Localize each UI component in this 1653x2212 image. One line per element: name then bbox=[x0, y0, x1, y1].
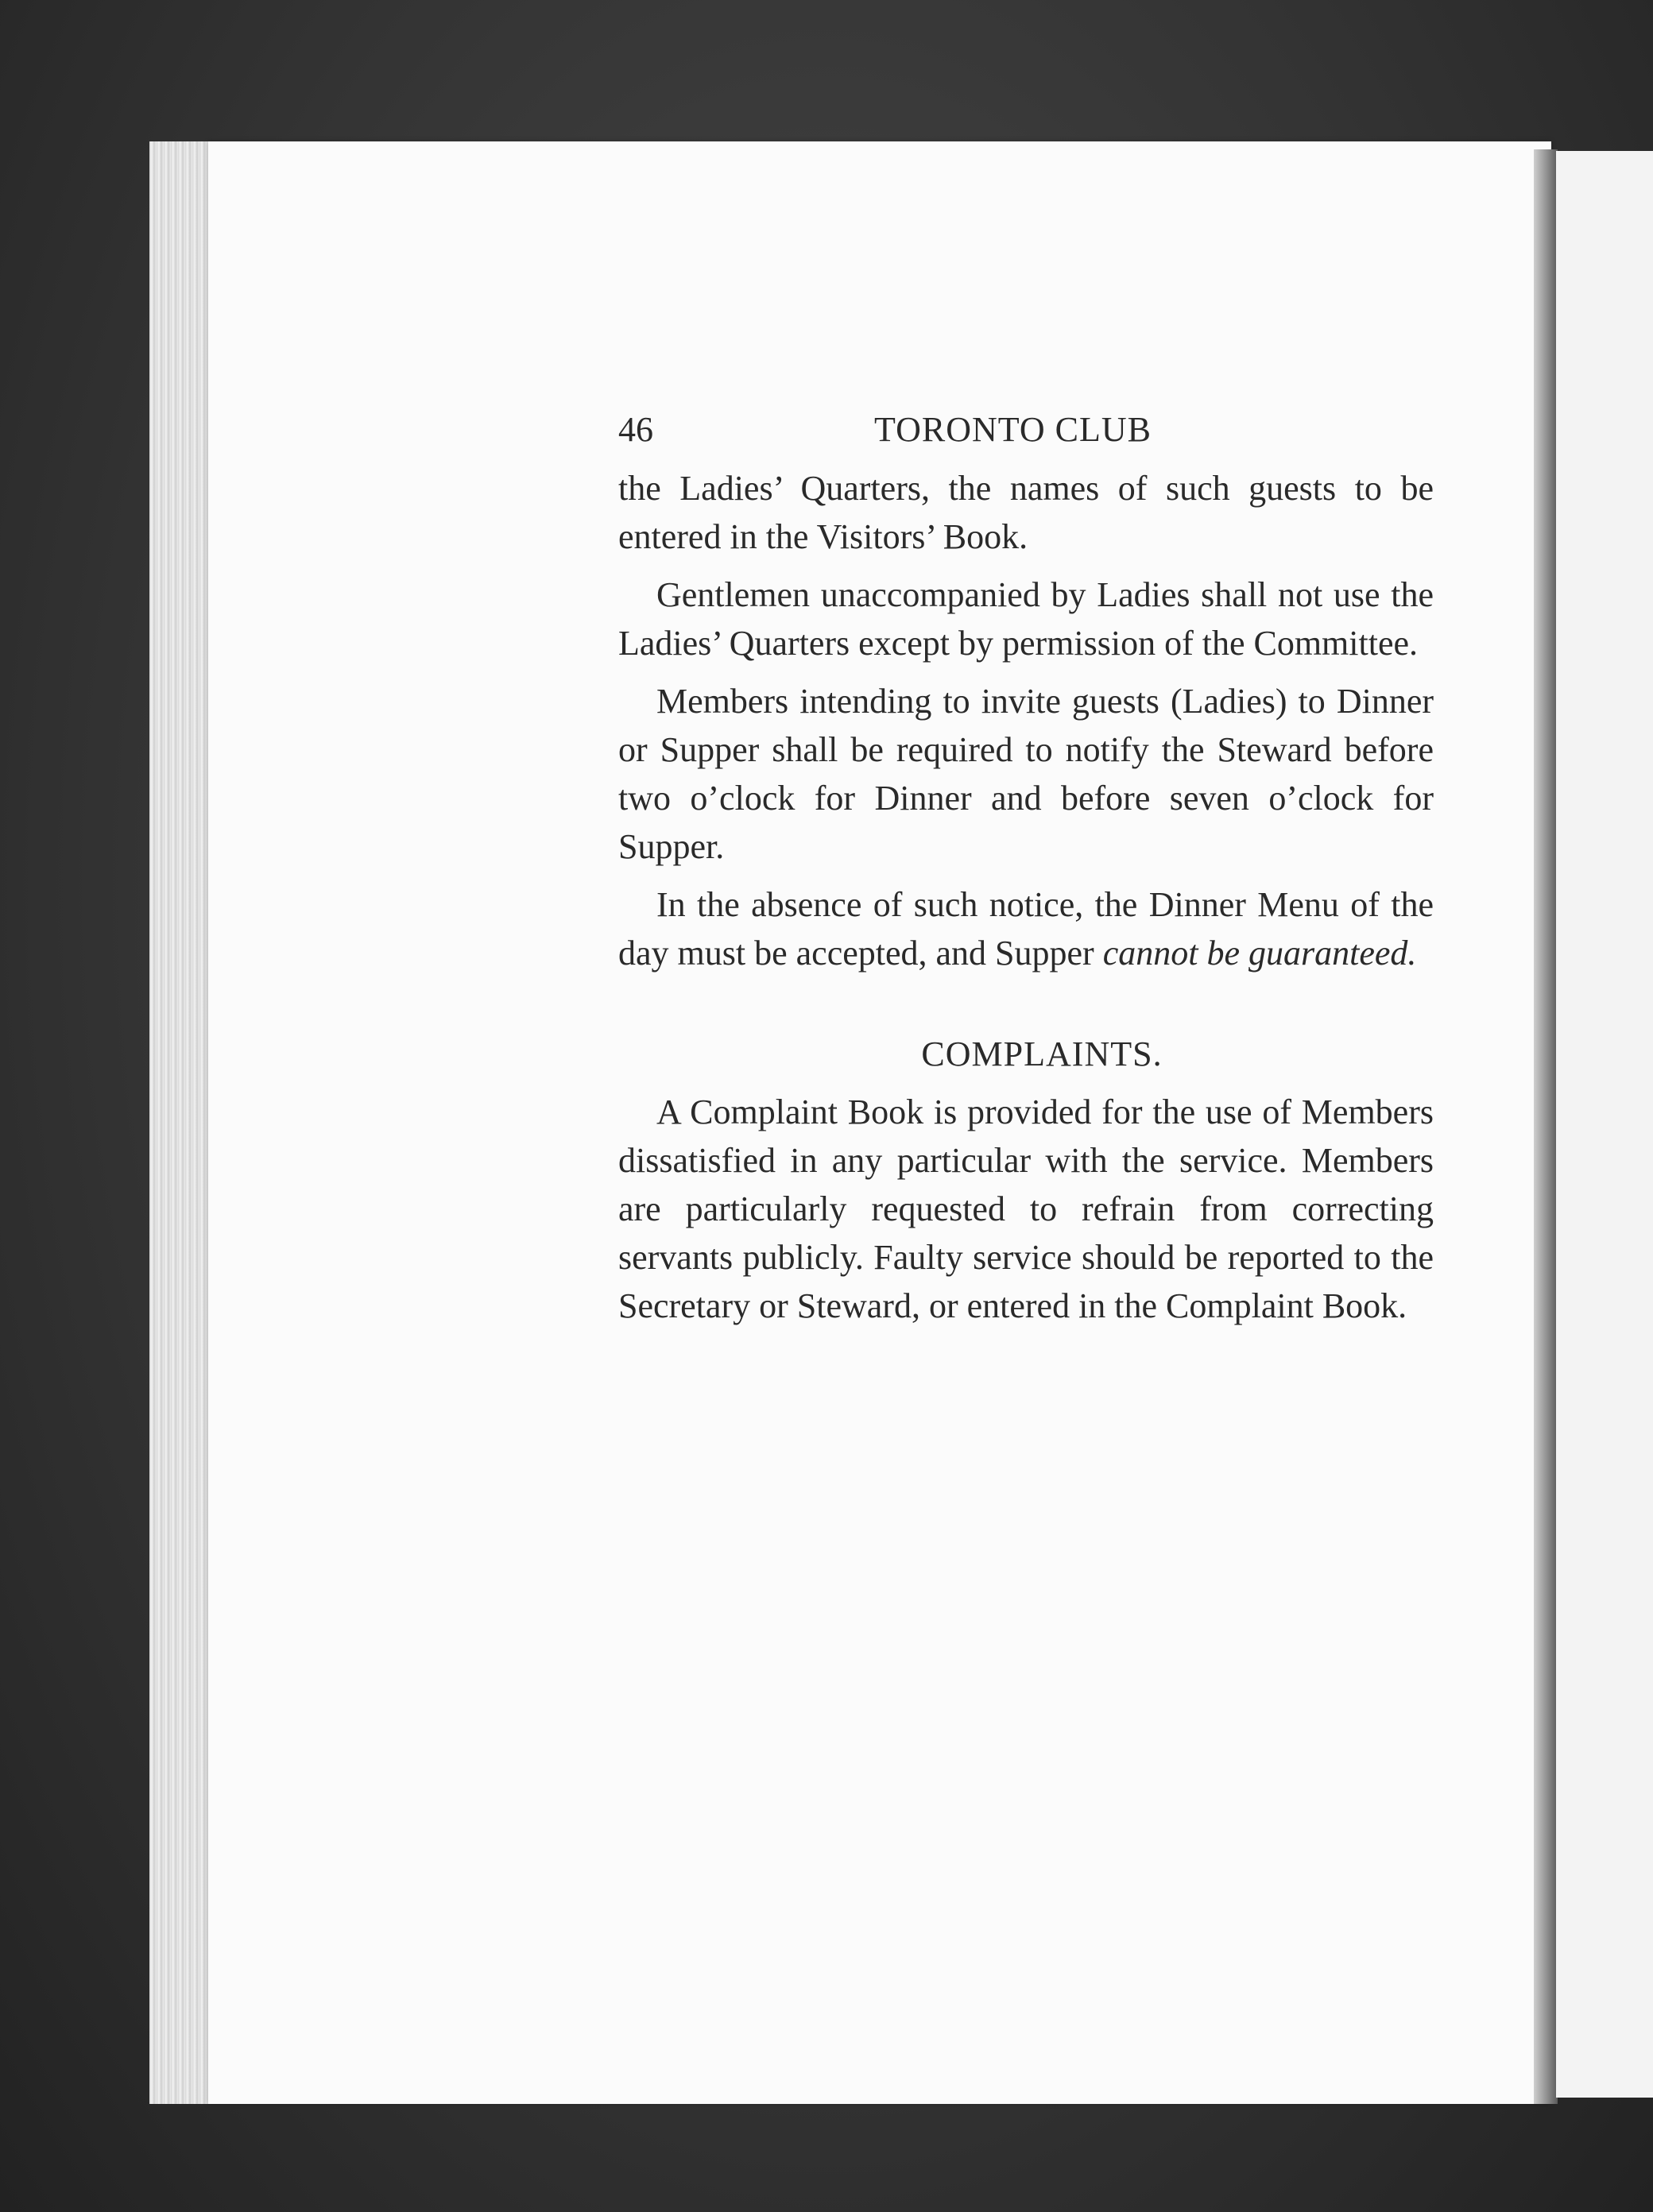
absence-notice-text: In the absence of such notice, the Dinner Menu of the day must be accepted, and Supper bbox=[618, 885, 1434, 973]
page-number: 46 bbox=[618, 410, 653, 449]
paragraph-absence-notice bbox=[618, 880, 1434, 977]
absence-notice-italic: cannot be guaranteed. bbox=[1102, 934, 1417, 973]
running-title: TORONTO CLUB bbox=[874, 410, 1152, 449]
running-head bbox=[618, 405, 1434, 461]
paragraph-complaints: A Complaint Book is provided for the use of Members dissatisfied in any particular with the service. Members are particularly requested to refrain from correcting servants publicly. Faulty service should be reported to the Secretary or Steward, or entered in the Complaint Book. bbox=[618, 1092, 1434, 1325]
paragraph-members-guests: Members intending to invite guests (Ladies) to Dinner or Supper shall be required to notify the Steward before two o’clock for Dinner and before seven o’clock for Supper. bbox=[618, 682, 1434, 866]
paragraph-continued: the Ladies’ Quarters, the names of such guests to be entered in the Visitors’ Book. bbox=[618, 469, 1434, 556]
section-heading-complaints: COMPLAINTS. bbox=[921, 1034, 1163, 1073]
paragraph-gentlemen: Gentlemen unaccompanied by Ladies shall not use the Ladies’ Quarters except by permission of the Committee. bbox=[618, 575, 1434, 663]
page-text bbox=[618, 405, 1434, 1340]
book-gutter bbox=[1534, 149, 1558, 2104]
facing-page-edge bbox=[1556, 151, 1653, 2098]
